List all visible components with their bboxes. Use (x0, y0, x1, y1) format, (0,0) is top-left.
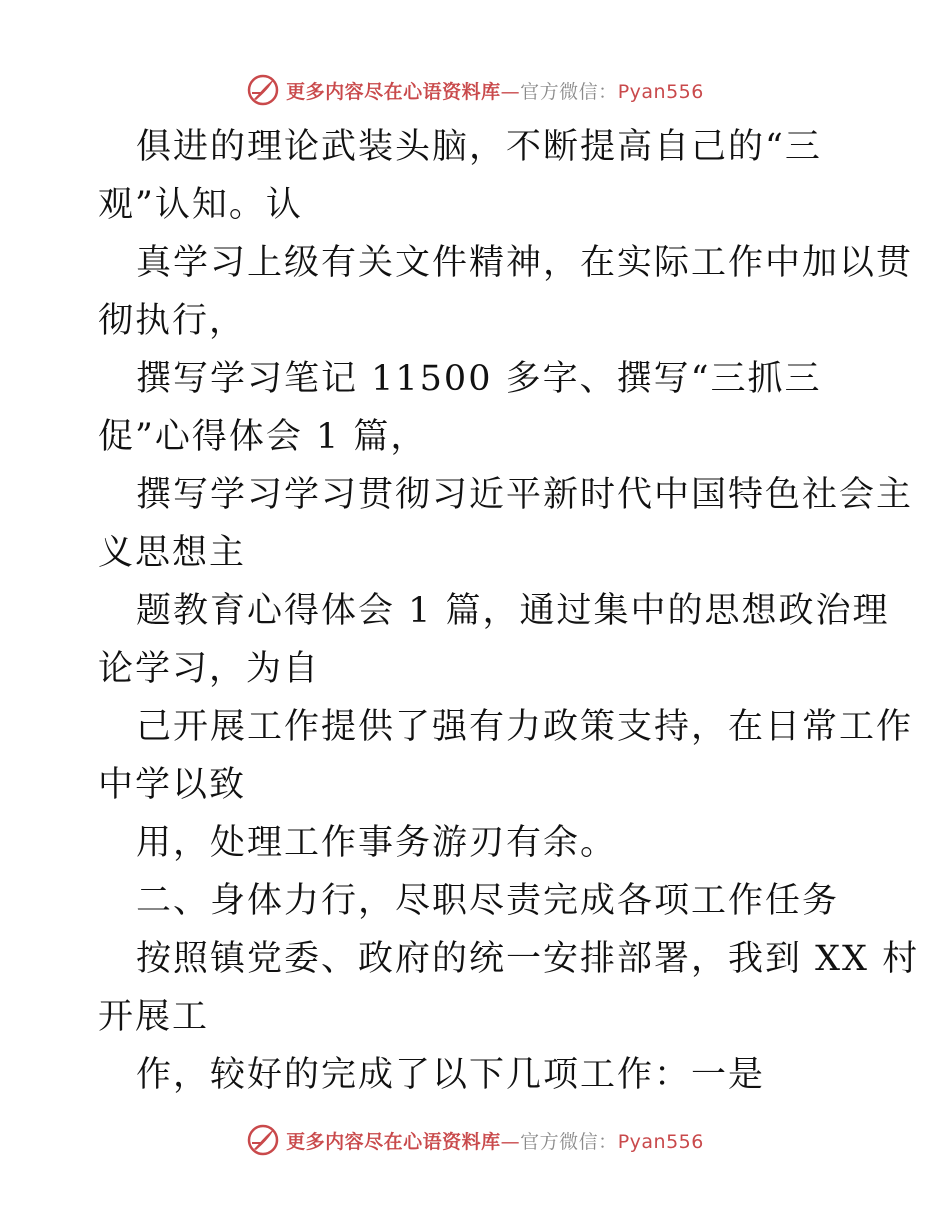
text-line: 撰写学习学习贯彻习近平新时代中国特色社会主 (136, 475, 914, 515)
watermark-separator: — (500, 80, 521, 103)
section-heading: 二、身体力行，尽职尽责完成各项工作任务 (136, 881, 840, 921)
feather-pen-logo-icon (246, 1123, 280, 1157)
text-line: 按照镇党委、政府的统一安排部署，我到 XX 村 (136, 939, 920, 979)
text-line: 用，处理工作事务游刃有余。 (136, 823, 618, 863)
text-line: 促”心得体会 1 篇， (98, 417, 428, 457)
watermark-text (286, 1127, 704, 1154)
footer-watermark (0, 1120, 950, 1160)
text-line: 真学习上级有关文件精神，在实际工作中加以贯 (136, 243, 914, 283)
text-line: 开展工 (98, 997, 210, 1037)
text-line: 中学以致 (98, 765, 247, 805)
watermark-wechat-id: Pyan556 (617, 80, 704, 103)
watermark-official: 官方微信： (520, 80, 618, 103)
text-line: 观”认知。认 (98, 185, 303, 225)
text-line: 作，较好的完成了以下几项工作：一是 (136, 1055, 766, 1095)
text-line: 撰写学习笔记 11500 多字、撰写“三抓三 (136, 359, 822, 399)
text-line: 论学习，为自 (98, 649, 321, 689)
watermark-official: 官方微信： (520, 1130, 618, 1153)
watermark-brand: 更多内容尽在心语资料库 (286, 80, 501, 103)
watermark-text (286, 77, 704, 104)
watermark-brand: 更多内容尽在心语资料库 (286, 1130, 501, 1153)
text-line: 己开展工作提供了强有力政策支持，在日常工作 (136, 707, 914, 747)
text-line: 义思想主 (98, 533, 247, 573)
feather-pen-logo-icon (246, 73, 280, 107)
watermark-separator: — (500, 1130, 521, 1153)
text-line: 俱进的理论武装头脑，不断提高自己的“三 (136, 127, 822, 167)
watermark-wechat-id: Pyan556 (617, 1130, 704, 1153)
text-line: 彻执行， (98, 301, 247, 341)
document-body (98, 118, 920, 1104)
header-watermark (0, 70, 950, 110)
text-line: 题教育心得体会 1 篇，通过集中的思想政治理 (136, 591, 890, 631)
